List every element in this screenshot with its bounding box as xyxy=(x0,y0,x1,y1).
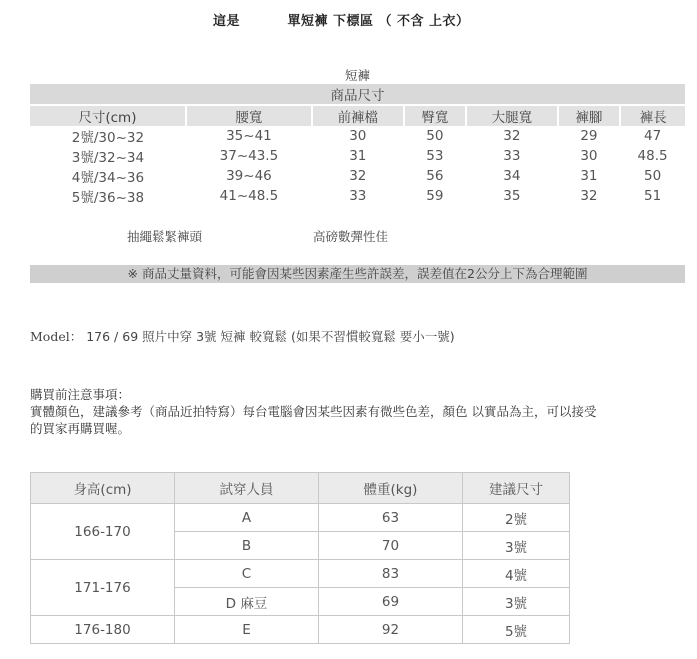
fit-col-header: 試穿人員 xyxy=(175,473,319,504)
fit-table-row xyxy=(31,616,570,644)
fit-cell: 3號 xyxy=(463,588,570,616)
purchase-notice xyxy=(30,386,680,437)
size-cell: 34 xyxy=(503,168,521,184)
model-label: Model： xyxy=(30,329,83,344)
size-cell: 33 xyxy=(349,188,367,204)
fit-cell: C xyxy=(175,560,319,588)
size-cell: 3號/32~34 xyxy=(71,150,145,166)
size-cell: 41~48.5 xyxy=(219,188,279,204)
size-cell: 33 xyxy=(503,148,521,164)
size-col-header: 腰寬 xyxy=(186,105,312,126)
fit-cell: 69 xyxy=(319,588,463,616)
size-cell: 31 xyxy=(349,148,367,164)
fit-cell: 3號 xyxy=(463,532,570,560)
height-range-cell: 171-176 xyxy=(31,560,175,616)
model-info xyxy=(30,327,455,345)
fit-cell: 83 xyxy=(319,560,463,588)
fit-cell: 63 xyxy=(319,504,463,532)
height-range-cell: 176-180 xyxy=(31,616,175,644)
fit-cell: A xyxy=(175,504,319,532)
size-table-header-row xyxy=(30,105,685,126)
page-heading xyxy=(0,10,697,29)
size-col-header: 褲長 xyxy=(620,105,685,126)
size-cell: 32 xyxy=(349,168,367,184)
size-cell: 47 xyxy=(643,128,662,144)
size-table-row xyxy=(30,146,685,166)
fit-cell: B xyxy=(175,532,319,560)
size-col-header: 尺寸(cm) xyxy=(30,105,186,126)
size-cell: 51 xyxy=(643,188,662,204)
fit-table-row xyxy=(31,560,570,588)
size-col-header: 褲腳 xyxy=(558,105,620,126)
size-cell: 59 xyxy=(426,188,444,204)
feature-elastic: 高磅數彈性佳 xyxy=(313,229,389,244)
size-cell: 39~46 xyxy=(226,168,272,184)
fit-cell: 2號 xyxy=(463,504,570,532)
size-col-header: 大腿寬 xyxy=(466,105,558,126)
size-table-row xyxy=(30,186,685,206)
size-cell: 48.5 xyxy=(637,148,668,164)
size-cell: 37~43.5 xyxy=(219,148,279,164)
fit-cell: D 麻豆 xyxy=(175,588,319,616)
size-table xyxy=(30,84,685,206)
size-cell: 53 xyxy=(426,148,444,164)
size-cell: 4號/34~36 xyxy=(71,170,145,186)
model-text: 176 / 69 照片中穿 3號 短褲 較寬鬆 (如果不習慣較寬鬆 要小一號) xyxy=(86,329,455,344)
size-cell: 32 xyxy=(503,128,521,144)
fit-cell: 4號 xyxy=(463,560,570,588)
fit-col-header: 建議尺寸 xyxy=(463,473,570,504)
size-table-row xyxy=(30,126,685,146)
size-cell: 30 xyxy=(349,128,367,144)
heading-prefix: 這是 xyxy=(213,14,241,29)
size-cell: 50 xyxy=(426,128,444,144)
size-col-header: 前褲檔 xyxy=(312,105,404,126)
fit-cell: 70 xyxy=(319,532,463,560)
size-cell: 5號/36~38 xyxy=(71,190,145,206)
size-cell: 31 xyxy=(580,168,598,184)
measurement-note: ※ 商品丈量資料，可能會因某些因素產生些許誤差，誤差值在2公分上下為合理範圍 xyxy=(30,265,685,283)
size-cell: 30 xyxy=(580,148,598,164)
notice-title: 購買前注意事項： xyxy=(30,387,131,402)
fit-col-header: 身高(cm) xyxy=(31,473,175,504)
size-cell: 2號/30~32 xyxy=(71,130,145,146)
notice-line: 的買家再購買喔。 xyxy=(30,421,131,436)
size-cell: 29 xyxy=(580,128,598,144)
size-table-row xyxy=(30,166,685,186)
height-range-cell: 166-170 xyxy=(31,504,175,560)
fit-table-row xyxy=(31,504,570,532)
size-cell: 50 xyxy=(643,168,662,184)
size-cell: 35 xyxy=(503,188,521,204)
size-table-title: 商品尺寸 xyxy=(30,84,685,105)
heading-text: 單短褲 下標區 （ 不含 上衣） xyxy=(287,14,470,29)
size-cell: 35~41 xyxy=(226,128,272,144)
fit-cell: 92 xyxy=(319,616,463,644)
size-cell: 56 xyxy=(426,168,444,184)
feature-drawstring: 抽繩鬆緊褲頭 xyxy=(127,229,203,244)
size-cell: 32 xyxy=(580,188,598,204)
fit-cell: E xyxy=(175,616,319,644)
size-col-header: 臀寬 xyxy=(404,105,466,126)
fit-table xyxy=(30,472,570,644)
notice-line: 實體顏色，建議參考（商品近拍特寫）每台電腦會因某些因素有微些色差，顏色 以實品為主，可以接受 xyxy=(30,404,597,419)
fit-cell: 5號 xyxy=(463,616,570,644)
fit-col-header: 體重(kg) xyxy=(319,473,463,504)
fit-table-header-row xyxy=(31,473,570,504)
size-table-caption: 短褲 xyxy=(344,68,370,83)
